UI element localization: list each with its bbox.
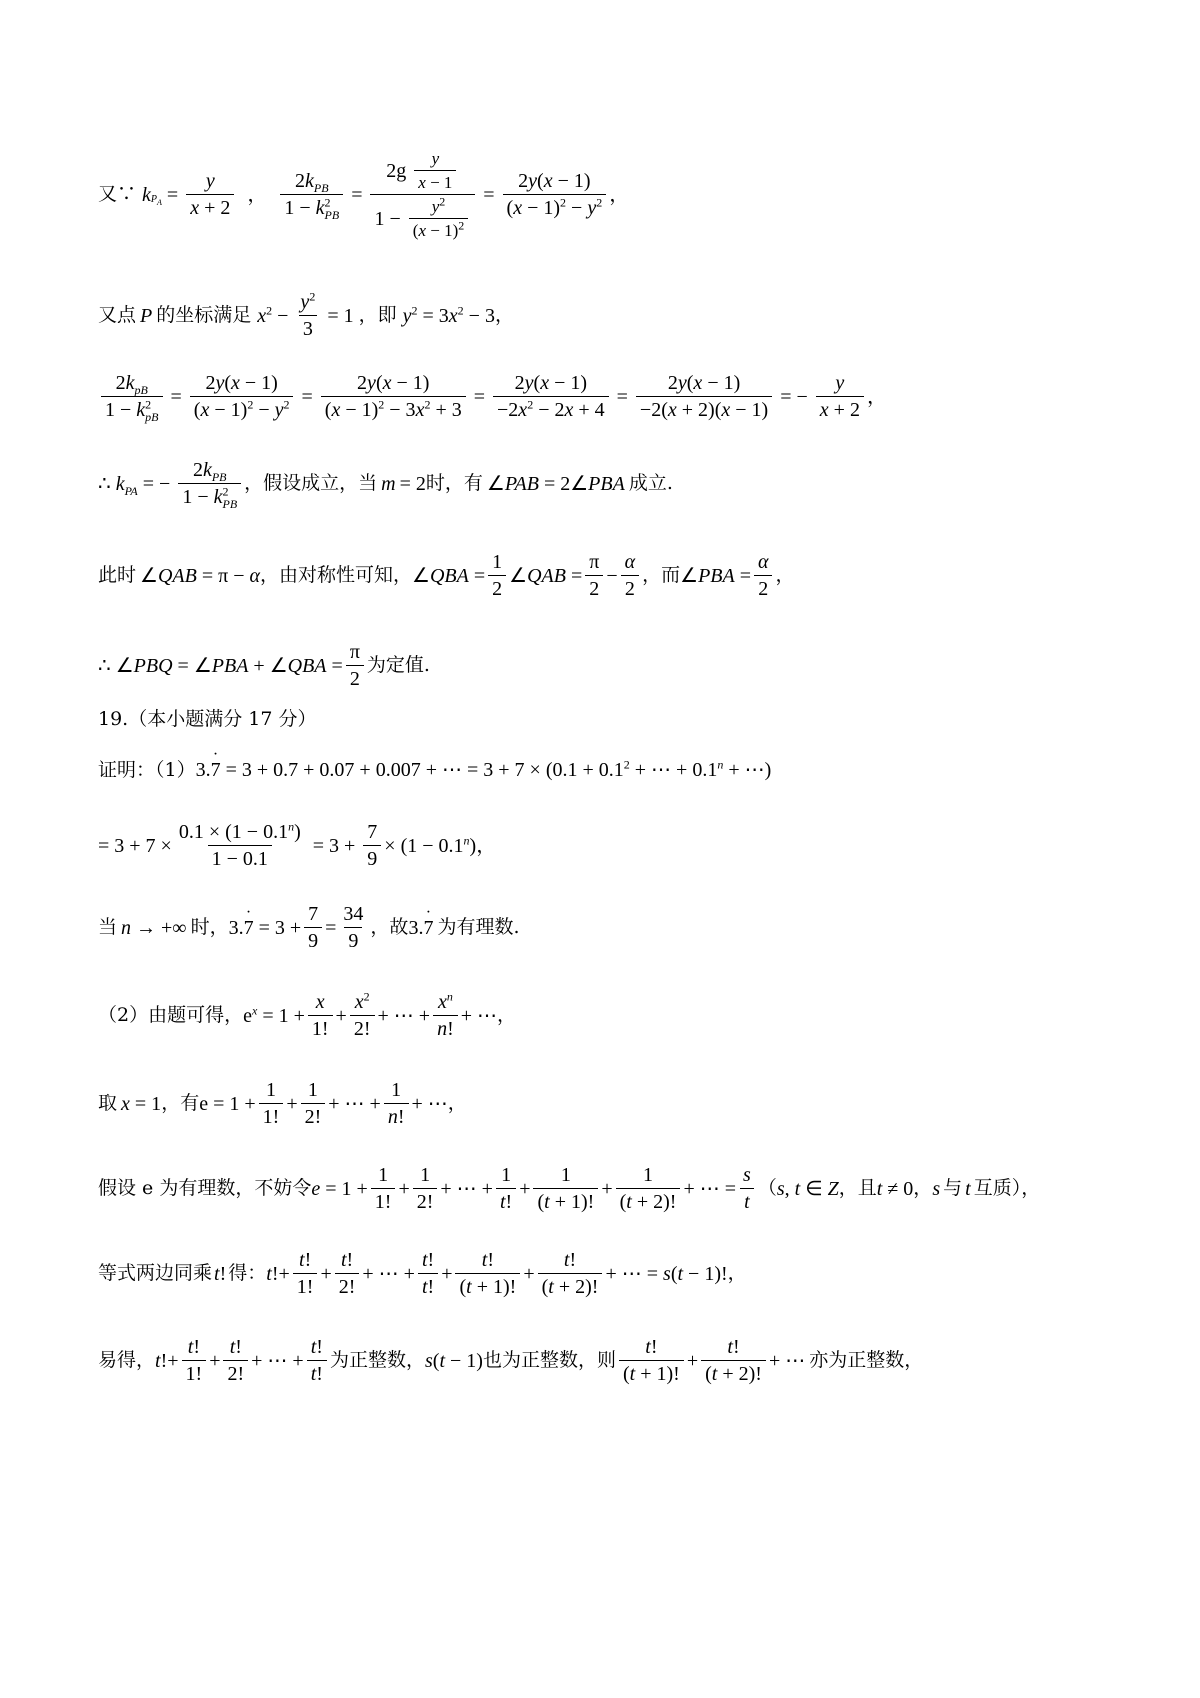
text: （2）由题可得， <box>98 1004 244 1026</box>
text: 等式两边同乘 <box>98 1262 213 1284</box>
text: 假设 e 为有理数，不妨令 <box>98 1177 312 1199</box>
text: ， <box>913 1177 933 1199</box>
geometric-sum-line: = 3 + 7 × $\frac{0.1 \times (1 - 0.1^n)}{1 - 0.1}$ = 3 + $\frac{7}{9}$ × $(1 - 0.1^n)$ ， <box>98 819 497 870</box>
equation-hyperbola: 又点 P 的坐标满足 $x^2$ − $\frac{y^2}{3}$ = 1 ，即 $y^2 = 3x^2 - 3$ ， <box>98 289 514 340</box>
text: 时， <box>190 916 229 938</box>
text: 取 <box>98 1092 118 1114</box>
assumption-line: 假设 e 为有理数，不妨令 e = 1 + $\frac{1}{1!}$ + $\frac{1}{2!}$ + ⋯ + $\frac{1}{t!}$ + $\frac{1}{(t + 1)!}$ + $\frac{1}{(t + 2)!}$ + ⋯ = $\frac{s}{t}$ （ s, t ∈ Z ，且 t ≠ 0 ， s 与 t 互质）， <box>98 1164 1041 1213</box>
text: 易得， <box>98 1349 156 1371</box>
text: ，由对称性可知， <box>260 564 413 586</box>
text: 时，有 <box>425 472 483 494</box>
text: ，故 <box>370 916 409 938</box>
text: 又点 <box>98 304 137 326</box>
multiply-line: 等式两边同乘 t! 得： t!+ $\frac{t!}{1!}$ + $\frac{t!}{2!}$ + ⋯ + $\frac{t!}{t!}$ + $\frac{t!}{(t + 1)!}$ + $\frac{t!}{(t + 2)!}$ + ⋯ = s(t − 1)! ， <box>98 1249 747 1298</box>
text: 为有理数. <box>437 916 520 938</box>
conclusion-line: ∴ $k_{PA}$ = − $\frac{2k_{PB}}{1 - k^2_{PB}}$ ，假设成立，当 m = 2 时，有 ∠PAB = 2∠PBA 成立. <box>98 459 673 511</box>
text: 又∵ <box>98 183 137 205</box>
text: （ <box>757 1177 777 1199</box>
limit-line: 当 n → +∞ 时， 3.· 7 = 3 + $\frac{7}{9}$ = $\frac{34}{9}$ ，故 3.· 7 为有理数. <box>98 904 519 951</box>
e-series-line: 取 x = 1 ，有 e = 1 + $\frac{1}{1!}$ + $\frac{1}{2!}$ + ⋯ + $\frac{1}{n!}$ + ⋯ ， <box>98 1079 467 1128</box>
equation-chain: $\frac{2k_{pB}}{1 - k^2_{pB}}$ = $\frac{2y(x - 1)}{(x - 1)^2 - y^2}$ = $\frac{2y(x - 1)}{(x - 1)^2 - 3x^2 + 3}$ = $\frac{2y(x - 1)}{-2x^2 - 2x + 4}$ = $\frac{2y(x - 1)}{-2(x + 2)(x - 1)}$ = − $\frac{y}{x + 2}$ ， <box>98 373 887 420</box>
text: 互质）， <box>973 1177 1041 1199</box>
text: 得： <box>228 1262 267 1284</box>
series-expansion-line: （2）由题可得， $e^x = 1$ + $\frac{x}{1!}$ + $\frac{x^2}{2!}$ + ⋯ + $\frac{x^n}{n!}$ + ⋯ ， <box>98 989 517 1040</box>
text: 此时 <box>98 564 137 586</box>
text: 为定值. <box>366 654 430 676</box>
text: 当 <box>98 916 118 938</box>
text: ，而 <box>642 564 681 586</box>
text: 成立. <box>628 472 673 494</box>
constant-angle-line: ∴ ∠PBQ = ∠PBA + ∠QBA = $\frac{\pi}{2}$ 为定值. <box>98 641 430 690</box>
text: ，假设成立，当 <box>244 472 378 494</box>
proof-part-1-line: 证明：（1） 3.· 7 = 3 + 0.7 + 0.07 + 0.007 + ⋯ = $3 + 7 \times (0.1 + 0.1^2$ + ⋯ + $0.1^n$ + ⋯) <box>98 760 771 780</box>
text: 证明：（1） <box>98 758 196 781</box>
angle-relation-line: 此时 ∠QAB = π − α ，由对称性可知， ∠QBA = $\frac{1}{2}$ ∠QAB = $\frac{\pi}{2}$ − $\frac{\alpha}{2}$ ，而 ∠PBA = $\frac{\alpha}{2}$ ， <box>98 551 795 600</box>
equation-slope-pa-pb: 又∵ k $_{P_A}$ = $\frac{y}{x + 2}$ ， $\frac{2k_{PB}}{1 - k^2_{PB}}$ = 2g $\frac{y}{x - 1}$ 1 − $\frac{y^2}{(x - 1)^2}$ = $\frac{2y(x - 1)}{(x - 1)^2 - y^2}$ ， <box>98 149 630 240</box>
text: ，且 <box>838 1177 877 1199</box>
text: ，即 <box>358 304 397 326</box>
text: 为正整数， <box>329 1349 425 1371</box>
text: 与 <box>943 1177 963 1199</box>
text: 19.（本小题满分 17 分） <box>98 708 317 730</box>
text: 亦为正整数， <box>809 1349 924 1371</box>
text: 的坐标满足 <box>156 304 252 326</box>
text: 也为正整数，则 <box>482 1349 616 1371</box>
integer-argument-line: 易得， t!+ $\frac{t!}{1!}$ + $\frac{t!}{2!}$ + ⋯ + $\frac{t!}{t!}$ 为正整数， s(t − 1) 也为正整数，则 $\frac{t!}{(t + 1)!}$ + $\frac{t!}{(t + 2)!}$ + ⋯ 亦为正整数， <box>98 1336 924 1385</box>
section-heading <box>98 710 316 729</box>
text: ，有 <box>161 1092 200 1114</box>
